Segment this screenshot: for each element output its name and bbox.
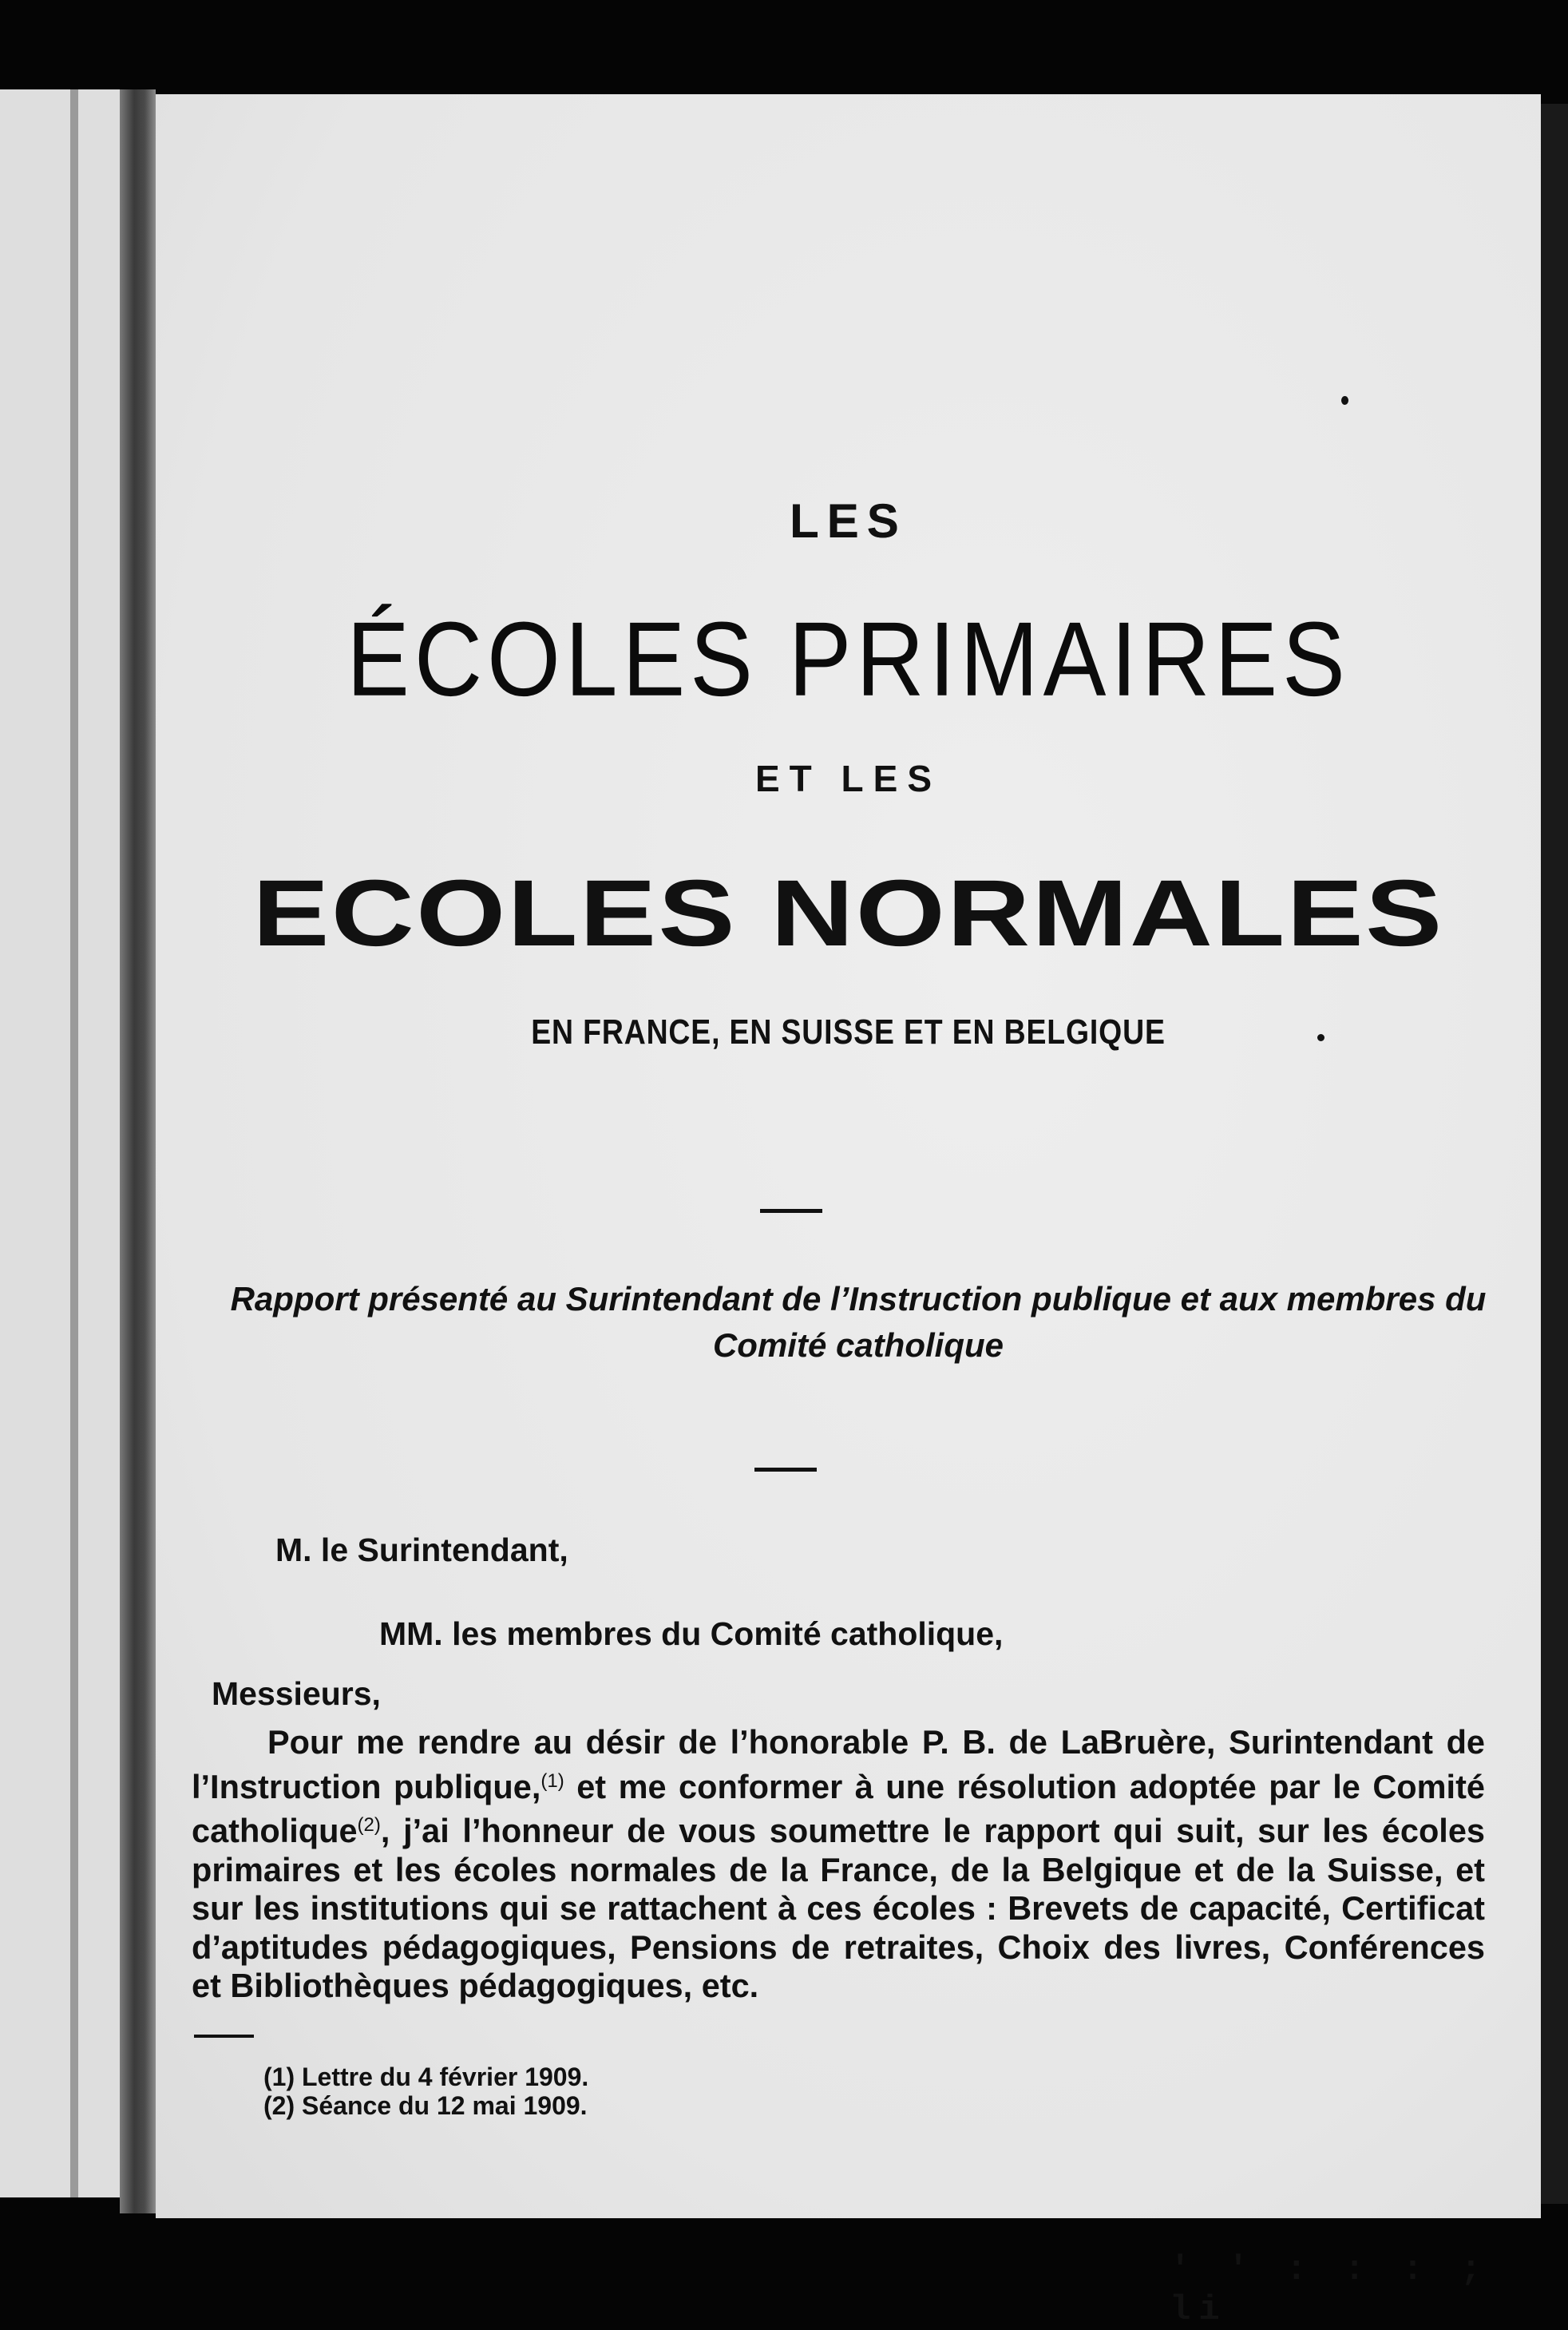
- facing-page-edge: [70, 89, 78, 2197]
- footnote-ref-1: (1): [540, 1769, 564, 1792]
- heading-ecoles-normales: ECOLES NORMALES: [252, 861, 1444, 966]
- footnotes: [263, 2063, 588, 2120]
- document-page: [156, 94, 1541, 2330]
- facing-page: [0, 89, 120, 2197]
- body-paragraph: [192, 1723, 1485, 2006]
- heading-les: LES: [790, 494, 907, 548]
- footnote-rule: [194, 2035, 254, 2038]
- subtitle-countries: EN FRANCE, EN SUISSE ET EN BELGIQUE: [531, 1012, 1166, 1052]
- footnote-ref-2: (2): [357, 1814, 381, 1836]
- footnote-2: (2) Séance du 12 mai 1909.: [263, 2091, 588, 2120]
- salutation-surintendant: M. le Surintendant,: [275, 1532, 568, 1568]
- divider-rule: [754, 1468, 817, 1472]
- salutation-membres: MM. les membres du Comité catholique,: [379, 1615, 1004, 1652]
- report-caption: Rapport présenté au Surintendant de l’Instruction publique et aux membres du Comité catholique: [230, 1280, 1487, 1364]
- heading-et-les: ET LES: [754, 758, 942, 799]
- footnote-1: (1) Lettre du 4 février 1909.: [263, 2063, 589, 2091]
- paragraph-part-3: , j’ai l’honneur de vous soumettre le rapport qui suit, sur les écoles primaires et les écoles normales de la France, de la Belgique et de la Suisse, et sur les institutions qui se rattachent à ces écoles : Brevets de capacité, Certificat d’aptitudes pédagogiques, Pensions de retraites, Choix des livres, Conférences et Bibliothèques pédagogiques, etc.: [192, 1812, 1485, 2004]
- divider-rule: [760, 1209, 822, 1213]
- print-speck: [1341, 396, 1348, 405]
- paragraph-part-1: Pour me rendre au désir de l’honorable P. B. de LaBruère, Surintendant de l’Instruction publique,: [192, 1723, 1485, 1805]
- print-speck: [1317, 1034, 1324, 1041]
- book-gutter: [120, 89, 156, 2213]
- page-marks: ' ' : : : ; li: [1170, 2250, 1490, 2330]
- salutation-messieurs: Messieurs,: [212, 1675, 381, 1712]
- page-edge-shadow: [1541, 104, 1568, 2204]
- paragraph-part-2: et me conformer à une résolution adoptée par le Comité catholique: [192, 1767, 1485, 1849]
- heading-ecoles-primaires: ÉCOLES PRIMAIRES: [346, 600, 1350, 719]
